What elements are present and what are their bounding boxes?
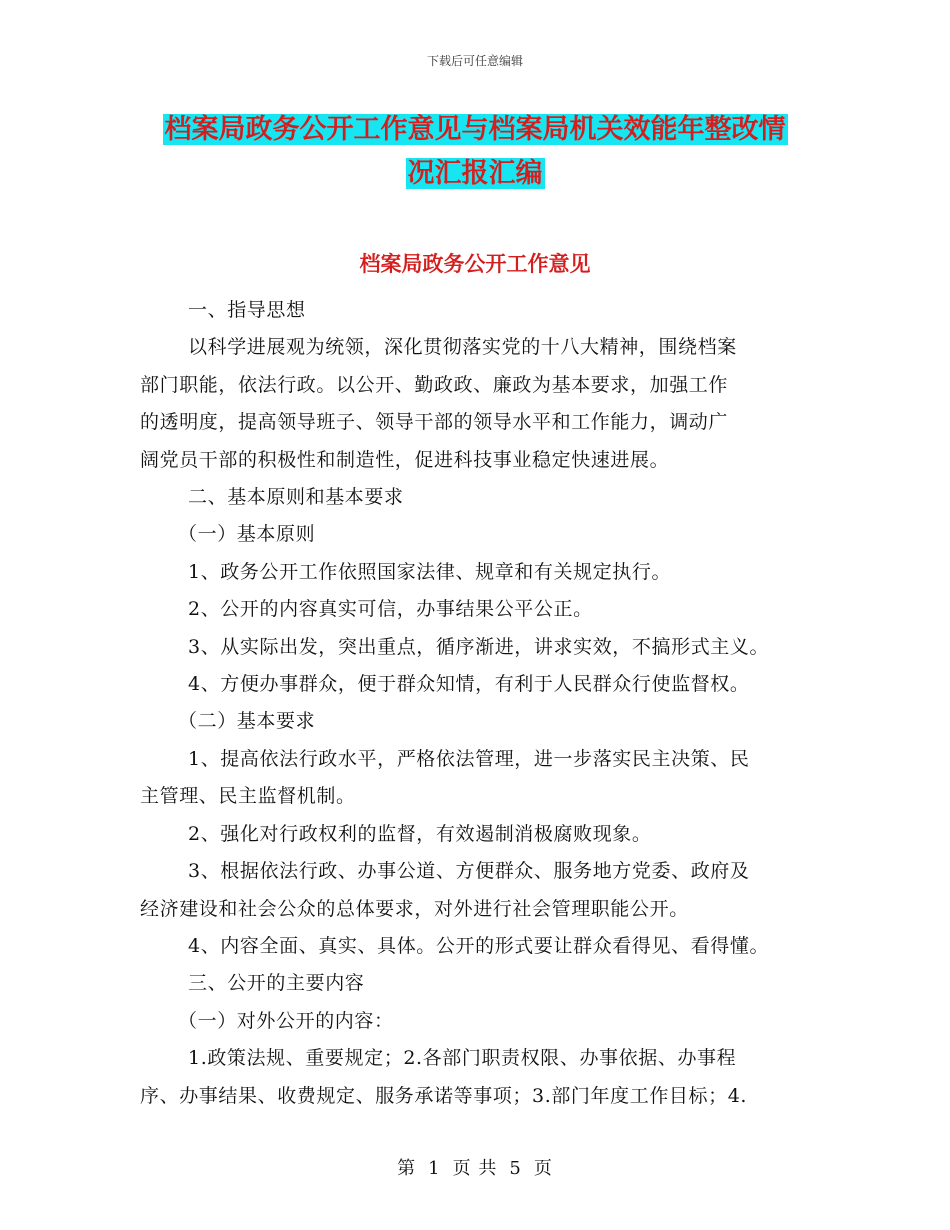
footer-total-pages: 5 (509, 1158, 522, 1179)
body-line: 以科学进展观为统领，深化贯彻落实党的十八大精神，围绕档案 (188, 336, 737, 359)
body-line: 一、指导思想 (188, 299, 306, 321)
body-line: （二）基本要求 (178, 710, 316, 733)
footer-prefix: 第 (397, 1158, 417, 1179)
body-line: 2、公开的内容真实可信，办事结果公平公正。 (188, 598, 593, 621)
body-line: 主管理、民主监督机制。 (140, 785, 356, 808)
header-note: 下载后可任意编辑 (426, 54, 523, 68)
document-body (140, 292, 830, 1115)
section-title: 档案局政务公开工作意见 (359, 251, 591, 276)
body-line: （一）对外公开的内容： (178, 1009, 394, 1032)
body-line: 4、内容全面、真实、具体。公开的形式要让群众看得见、看得懂。 (188, 934, 770, 957)
body-line: 1.政策法规、重要规定；2.各部门职责权限、办事依据、办事程 (188, 1047, 737, 1070)
document-title (0, 108, 950, 196)
body-line: 1、提高依法行政水平，严格依法管理，进一步落实民主决策、民 (188, 747, 750, 770)
footer-middle: 页 共 (452, 1158, 498, 1179)
body-line: 2、强化对行政权利的监督，有效遏制消极腐败现象。 (188, 822, 652, 845)
body-line: 部门职能，依法行政。以公开、勤政政、廉政为基本要求，加强工作 (140, 373, 729, 396)
body-line: 的透明度，提高领导班子、领导干部的领导水平和工作能力，调动广 (140, 411, 729, 434)
body-line: 4、方便办事群众，便于群众知情，有利于人民群众行使监督权。 (188, 673, 750, 696)
body-line: 三、公开的主要内容 (188, 972, 365, 995)
page-footer (0, 1154, 950, 1180)
footer-page-number: 1 (428, 1158, 441, 1179)
title-line-1: 档案局政务公开工作意见与档案局机关效能年整改情 (164, 114, 786, 145)
body-line: 3、从实际出发，突出重点，循序渐进，讲求实效，不搞形式主义。 (188, 635, 770, 658)
body-line: （一）基本原则 (178, 523, 316, 546)
title-line-2: 况汇报汇编 (407, 158, 543, 189)
body-line: 1、政务公开工作依照国家法律、规章和有关规定执行。 (188, 560, 672, 583)
footer-suffix: 页 (533, 1158, 553, 1179)
body-line: 二、基本原则和基本要求 (188, 486, 404, 509)
body-line: 3、根据依法行政、办事公道、方便群众、服务地方党委、政府及 (188, 860, 750, 883)
body-line: 经济建设和社会公众的总体要求，对外进行社会管理职能公开。 (140, 897, 689, 920)
body-line: 阔党员干部的积极性和制造性，促进科技事业稳定快速进展。 (140, 448, 670, 471)
body-line: 序、办事结果、收费规定、服务承诺等事项；3.部门年度工作目标；4. (140, 1084, 748, 1107)
